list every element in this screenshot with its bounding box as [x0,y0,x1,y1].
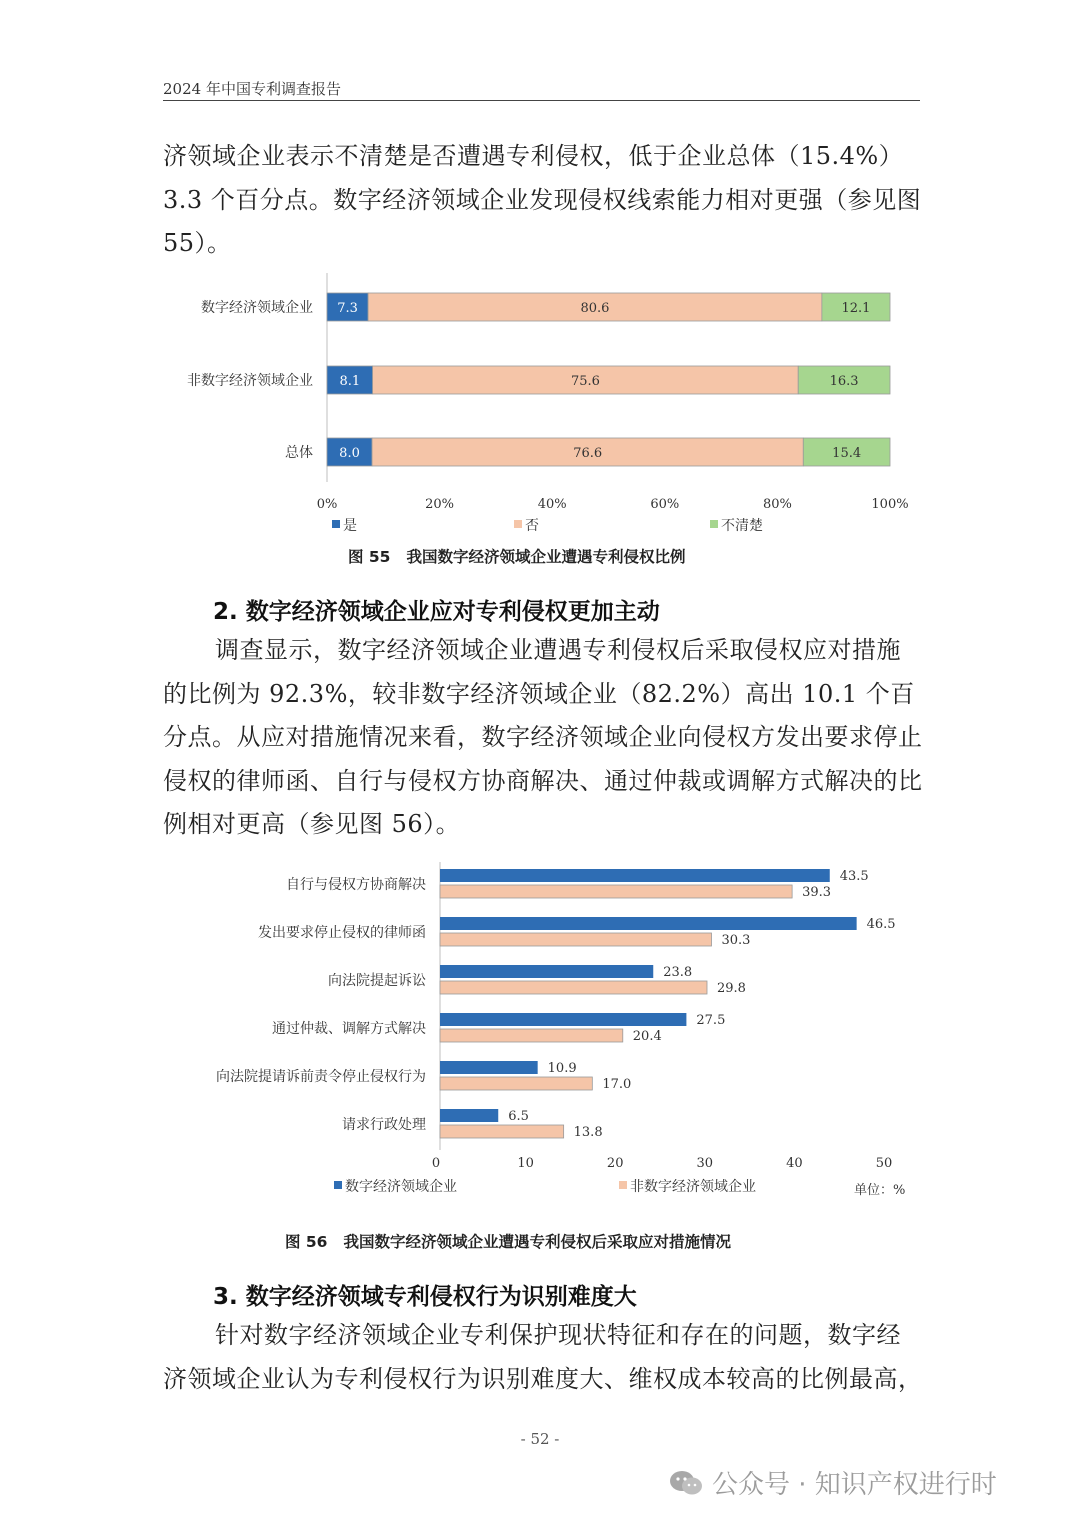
data-label: 7.3 [337,301,358,316]
bar [440,933,711,946]
x-tick-label: 0% [316,497,338,512]
bar [440,981,707,994]
x-tick-label: 100% [871,497,909,512]
data-label: 12.1 [841,301,871,316]
figure-55-caption [348,545,685,567]
bar [440,885,792,898]
data-label: 6.5 [508,1109,529,1124]
x-tick-label: 0 [431,1156,441,1171]
watermark-text: 公众号 · 知识产权进行时 [712,1470,997,1500]
category-label: 向法院提请诉前责令停止侵权行为 [216,1069,426,1085]
x-tick-label: 20% [425,497,455,512]
x-tick-label: 40% [537,497,567,512]
figure-55-number: 图 55 [348,548,391,566]
x-tick-label: 10 [517,1156,534,1171]
category-label: 数字经济领域企业 [201,300,313,316]
watermark [668,1464,997,1501]
legend-swatch [514,520,522,528]
paragraph-2 [163,629,923,847]
x-tick-label: 40 [786,1156,803,1171]
data-label: 8.1 [339,374,361,389]
bar [440,1125,564,1138]
data-label: 39.3 [802,885,832,900]
paragraph-1: 济领域企业表示不清楚是否遭遇专利侵权，低于企业总体（15.4%）3.3 个百分点。数字经济领域企业发现侵权线索能力相对更强（参见图 55）。 [163,142,922,257]
header-rule [163,100,920,101]
paragraph-3-text: 针对数字经济领域企业专利保护现状特征和存在的问题，数字经济领域企业认为专利侵权行为识别难度大、维权成本较高的比例最高， [163,1321,923,1393]
data-label: 10.9 [547,1061,577,1076]
bar [440,917,857,930]
legend-swatch [334,1181,342,1189]
data-label: 15.4 [832,446,862,461]
x-tick-label: 80% [762,497,792,512]
data-label: 23.8 [663,965,693,980]
figure-56-chart [150,860,930,1210]
data-label: 80.6 [580,301,610,316]
running-header: 2024 年中国专利调查报告 [163,80,341,98]
data-label: 76.6 [573,446,603,461]
wechat-icon [668,1468,704,1498]
figure-56-caption [285,1230,731,1252]
category-label: 向法院提起诉讼 [328,973,426,989]
figure-55-title: 我国数字经济领域企业遭遇专利侵权比例 [406,548,686,566]
data-label: 17.0 [602,1077,632,1092]
x-tick-label: 30 [696,1156,714,1171]
legend-swatch [332,520,340,528]
data-label: 20.4 [632,1029,662,1044]
section-3-heading: 3. 数字经济领域专利侵权行为识别难度大 [213,1284,637,1310]
legend-label: 是 [343,518,357,534]
data-label: 29.8 [717,981,746,996]
figure-55-chart [150,270,930,540]
paragraph-2-text: 调查显示，数字经济领域企业遭遇专利侵权后采取侵权应对措施的比例为 92.3%，较非数字经济领域企业（82.2%）高出 10.1 个百分点。从应对措施情况来看，数字经济领域企业向侵权方发出要求停止侵权的律师函、自行与侵权方协商解决、通过仲裁或调解方式解决的比例相对更高（参见图 56）。 [163,636,923,838]
section-2-heading: 2. 数字经济领域企业应对专利侵权更加主动 [213,599,660,625]
bar [440,1061,538,1074]
page-number: - 52 - [520,1430,560,1448]
bar [440,1077,592,1090]
data-label: 30.3 [721,933,751,948]
paragraph-3 [163,1314,923,1401]
x-tick-label: 50 [875,1156,893,1171]
figure-56-number: 图 56 [285,1233,328,1251]
legend-label: 不清楚 [721,518,763,534]
data-label: 13.8 [573,1125,603,1140]
category-label: 自行与侵权方协商解决 [286,877,426,893]
x-tick-label: 60% [650,497,680,512]
data-label: 43.5 [839,869,869,884]
legend-swatch [710,520,718,528]
bar [440,869,830,882]
bar [440,1109,498,1122]
data-label: 75.6 [570,374,600,389]
bar [440,1029,623,1042]
legend-swatch [619,1181,627,1189]
figure-56-title: 我国数字经济领域企业遭遇专利侵权后采取应对措施情况 [343,1233,731,1251]
unit-label: 单位：% [854,1183,906,1198]
bar [440,965,653,978]
data-label: 8.0 [339,446,360,461]
x-tick-label: 20 [606,1156,624,1171]
bar [440,1013,686,1026]
data-label: 27.5 [696,1013,726,1028]
category-label: 请求行政处理 [342,1117,426,1133]
category-label: 通过仲裁、调解方式解决 [272,1021,426,1037]
category-label: 总体 [285,445,313,461]
legend-label: 否 [525,518,539,534]
category-label: 非数字经济领域企业 [187,373,313,389]
category-label: 发出要求停止侵权的律师函 [258,925,426,941]
legend-label: 非数字经济领域企业 [630,1179,756,1195]
data-label: 46.5 [866,917,896,932]
legend-label: 数字经济领域企业 [345,1179,457,1195]
data-label: 16.3 [829,374,859,389]
